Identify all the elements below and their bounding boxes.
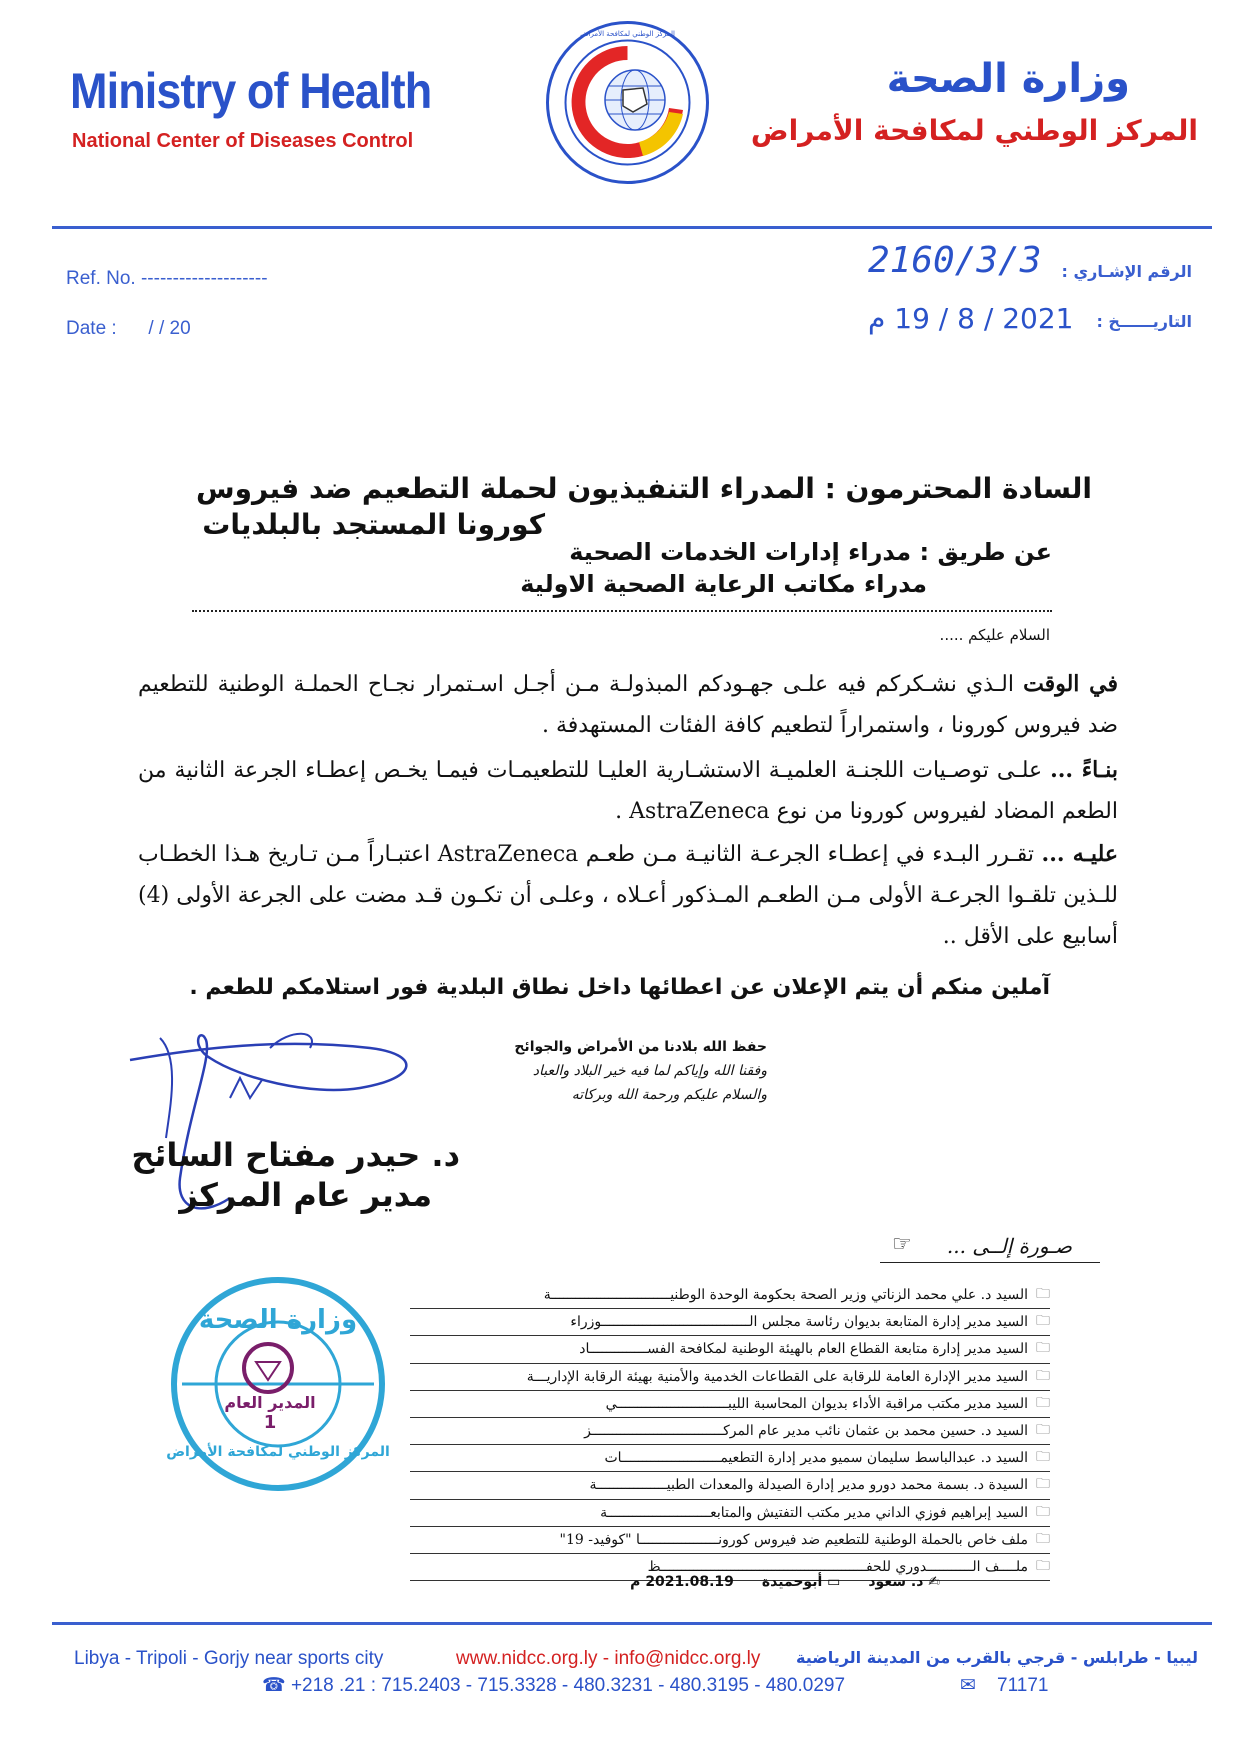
list-item: 🗀 السيد د. حسين محمد بن عثمان نائب مدير عام المركــــــــــــــــــــــــــــــــز: [410, 1418, 1050, 1445]
date-ar-label: التاريــــــخ :: [1096, 312, 1192, 331]
official-stamp: [158, 1268, 398, 1500]
footer-address-en: Libya - Tripoli - Gorjy near sports city: [74, 1648, 384, 1669]
list-item: 🗀 السيد د. علي محمد الزناتي وزير الصحة بحكومة الوحدة الوطنيـــــــــــــــــــــــــــــة: [410, 1282, 1050, 1309]
mailbox-icon: ✉: [960, 1675, 976, 1696]
list-item: 🗀 ملــــف الـــــــــــدوري للحفــــــــــــــــــــــــــــــــــــــــــــــــــظ: [410, 1554, 1050, 1581]
paragraph-3: عليـه ... تقـرر البـدء في إعطـاء الجرعـة الثانيـة مـن طعـم AstraZeneca اعتبـاراً مـن تـاريخ هـذا الخطـاب للـذين تلقـوا الجرعـة الأولى مـن الطعـم المـذكور أعـلاه ، وعلـى أن تكـون قـد مضت على الجرعة الأولى (4) أسابيع على الأقل ..: [138, 841, 1118, 949]
svg-text:1: 1: [263, 1412, 277, 1433]
center-title-ar: المركز الوطني لمكافحة الأمراض: [750, 114, 1198, 147]
copies-list: [410, 1282, 1050, 1581]
folder-icon: 🗀: [1036, 1286, 1050, 1303]
dotted-separator: [192, 610, 1052, 612]
date-en: Date : / / 20: [66, 318, 191, 339]
footer-address-ar: ليبيا - طرابلس - قرجي بالقرب من المدينة الرياضية: [796, 1648, 1198, 1667]
svg-text:المركز الوطني لمكافحة الأمراض: المركز الوطني لمكافحة الأمراض: [166, 1444, 390, 1460]
closing-request: آملين منكم أن يتم الإعلان عن اعطائها داخل نطاق البلدية فور استلامكم للطعم .: [189, 975, 1050, 1000]
ref-no-ar-label: الرقم الإشـاري :: [1061, 262, 1192, 281]
folder-icon: 🗀: [1036, 1422, 1050, 1439]
list-item: 🗀 السيد د. عبدالباسط سليمان سميو مدير إدارة التطعيمــــــــــــــــــــــــات: [410, 1445, 1050, 1472]
paragraph-1: في الوقت الـذي نشـكركم فيه علـى جهـودكم المبذولـة مـن أجـل اسـتمرار نجـاح الحملـة الوطنية للتطعيم ضد فيروس كورونا ، واستمراراً لتطعيم كافة الفئات المستهدفة .: [138, 671, 1118, 738]
folder-icon: 🗀: [1036, 1394, 1050, 1411]
list-item: 🗀 السيد مدير إدارة متابعة القطاع العام بالهيئة الوطنية لمكافحة الفســــــــــــــاد: [410, 1336, 1050, 1363]
via-line-1: عن طريق : مدراء إدارات الخدمات الصحية: [569, 538, 1052, 566]
footer-web-email: www.nidcc.org.ly - info@nidcc.org.ly: [456, 1648, 761, 1669]
folder-icon: 🗀: [1036, 1530, 1050, 1547]
typist: ✍ د. سعود: [868, 1574, 940, 1590]
footer-phones: ☎ +218 .21 : 715.2403 - 715.3328 - 480.3231 - 480.3195 - 480.0297: [262, 1675, 846, 1696]
svg-text:المركز الوطني لمكافحة الأمراض: المركز الوطني لمكافحة الأمراض: [580, 30, 675, 38]
phone-fax-icon: ☎: [262, 1675, 286, 1696]
folder-icon: 🗀: [1036, 1557, 1050, 1574]
prayer-block: حفظ الله بلادنا من الأمراض والجوائح وفقنا الله وإياكم لما فيه خير البلاد والعباد والسلام عليكم ورحمة الله وبركاته: [514, 1039, 767, 1103]
footer-po-box: ✉ 71171: [960, 1675, 1049, 1696]
meta-date: 2021.08.19 م: [630, 1574, 734, 1590]
signatory-title: مدير عام المركز: [179, 1176, 432, 1214]
svg-text:وزارة الصحة: وزارة الصحة: [198, 1305, 358, 1335]
list-item: 🗀 السيد إبراهيم فوزي الداني مدير مكتب التفتيش والمتابعـــــــــــــــــــــــــة: [410, 1500, 1050, 1527]
reviewer: ▭ أبوحميدة: [761, 1574, 841, 1590]
folder-icon: 🗀: [1036, 1340, 1050, 1357]
pen-icon: ✍: [928, 1574, 940, 1590]
addressee-line-2: كورونا المستجد بالبلديات: [202, 508, 545, 541]
folder-icon: 🗀: [1036, 1367, 1050, 1384]
folder-icon: 🗀: [1036, 1503, 1050, 1520]
header-divider: [52, 226, 1212, 229]
list-item: 🗀 ملف خاص بالحملة الوطنية للتطعيم ضد فيروس كورونـــــــــــــــــــا "كوفيد- 19": [410, 1527, 1050, 1554]
footer-divider: [52, 1622, 1212, 1625]
ref-number-handwritten: 2160/3/3: [868, 240, 1042, 281]
forward-hand-icon: ☞: [892, 1232, 912, 1257]
computer-icon: ▭: [827, 1574, 841, 1590]
ref-no-en: Ref. No. --------------------: [66, 268, 268, 289]
copies-title: صـورة إلــى ...: [946, 1234, 1072, 1258]
list-item: 🗀 السيد مدير الإدارة العامة للرقابة على القطاعات الخدمية والأمنية بهيئة الرقابة الإداريـــة: [410, 1364, 1050, 1391]
greeting: السلام عليكم .....: [939, 626, 1050, 644]
document-meta: [630, 1574, 940, 1590]
via-line-2: مدراء مكاتب الرعاية الصحية الاولية: [520, 570, 927, 598]
ministry-title-en: Ministry of Health: [70, 63, 432, 119]
copies-title-underline: [880, 1262, 1100, 1263]
list-item: 🗀 السيد مدير مكتب مراقبة الأداء بديوان المحاسبة الليبـــــــــــــــــــــــــــي: [410, 1391, 1050, 1418]
folder-icon: 🗀: [1036, 1313, 1050, 1330]
addressee-line-1: السادة المحترمون : المدراء التنفيذيون لحملة التطعيم ضد فيروس: [195, 472, 1092, 505]
folder-icon: 🗀: [1036, 1449, 1050, 1466]
date-handwritten: 2021 / 8 / 19 م: [868, 302, 1074, 335]
folder-icon: 🗀: [1036, 1476, 1050, 1493]
svg-text:المدير العام: المدير العام: [224, 1393, 316, 1412]
ncdc-logo: [545, 20, 710, 185]
ministry-title-ar: وزارة الصحة: [886, 56, 1130, 102]
list-item: 🗀 السيد مدير إدارة المتابعة بديوان رئاسة مجلس الــــــــــــــــــــــــــــــــــــوزراء: [410, 1309, 1050, 1336]
center-title-en: National Center of Diseases Control: [72, 130, 414, 152]
list-item: 🗀 السيدة د. بسمة محمد دورو مدير إدارة الصيدلة والمعدات الطبيـــــــــــــــــة: [410, 1472, 1050, 1499]
signatory-name: د. حيدر مفتاح السائح: [131, 1136, 460, 1174]
paragraph-2: بنـاءً ... علـى توصـيات اللجنـة العلميـة الاستشـارية العليـا للتطعيمـات فيمـا يخـص إعطـاء الجرعة الثانية من الطعم المضاد لفيروس كورونا من نوع AstraZeneca .: [138, 757, 1118, 824]
